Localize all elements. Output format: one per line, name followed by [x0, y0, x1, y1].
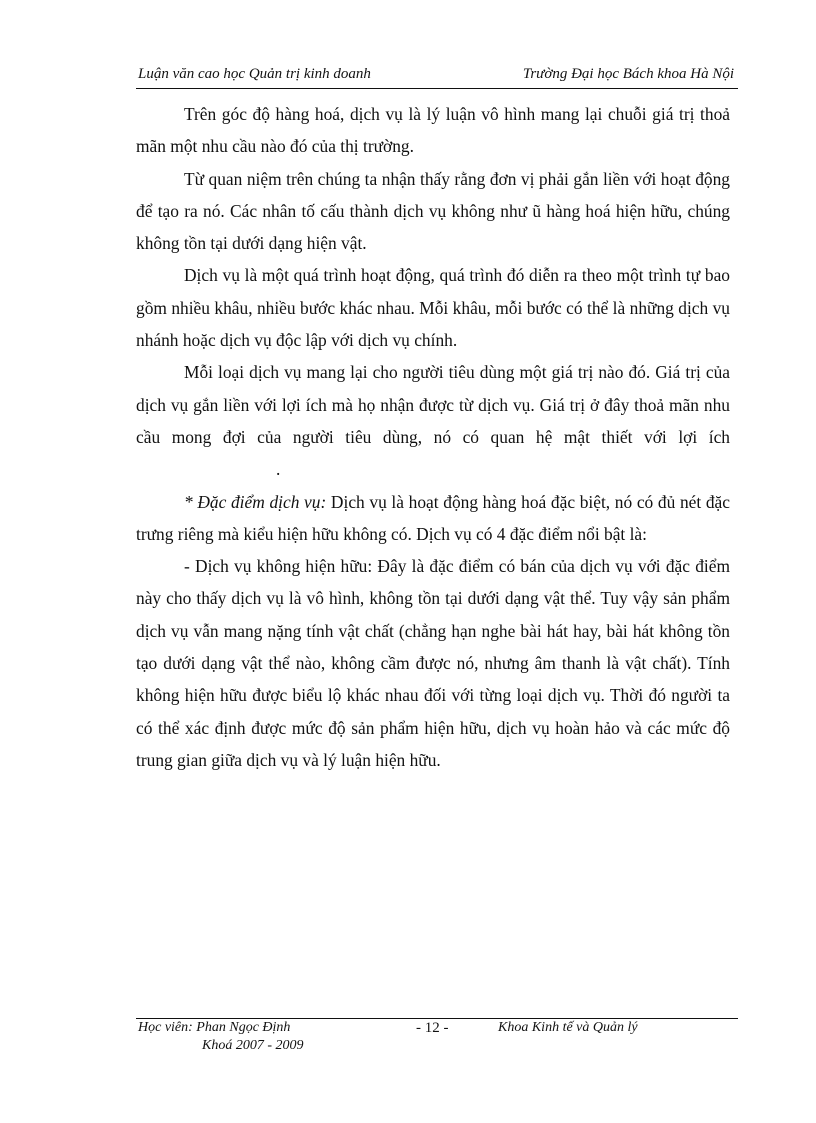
footer-student: Học viên: Phan Ngọc Định — [138, 1020, 291, 1035]
section-label-service-characteristics: * Đặc điểm dịch vụ: — [184, 491, 327, 512]
paragraph-4 — [136, 356, 730, 485]
page-header — [136, 64, 738, 89]
paragraph-6: - Dịch vụ không hiện hữu: Đây là đặc điểm có bán của dịch vụ với đặc điểm này cho thấy dịch vụ là vô hình, không tồn tại dưới dạng vật thể. Tuy vậy sản phẩm dịch vụ vẫn mang nặng tính vật chất (chẳng hạn nghe bài hát hay, bài hát không tồn tạo dưới dạng vật thể nào, không cầm được nó, nhưng âm thanh là vật chất). Tính không hiện hữu được biểu lộ khác nhau đối với từng loại dịch vụ. Thời đó người ta có thể xác định được mức độ sản phẩm hiện hữu, dịch vụ hoàn hảo và các mức độ trung gian giữa dịch vụ và lý luận hiện hữu. — [136, 556, 730, 770]
paragraph-2: Từ quan niệm trên chúng ta nhận thấy rằng đơn vị phải gắn liền với hoạt động để tạo ra nó. Các nhân tố cấu thành dịch vụ không như ũ hàng hoá hiện hữu, chúng không tồn tại dưới dạng hiện vật. — [136, 168, 730, 254]
footer-faculty: Khoa Kinh tế và Quản lý — [498, 1020, 638, 1035]
paragraph-5-text: Dịch vụ là hoạt động hàng hoá đặc biệt, nó có đủ nét đặc trưng riêng mà kiểu hiện hữu không có. Dịch vụ có 4 đặc điểm nổi bật là: — [136, 491, 730, 544]
footer-divider — [136, 1018, 738, 1019]
body-text — [136, 98, 730, 776]
paragraph-1: Trên góc độ hàng hoá, dịch vụ là lý luận vô hình mang lại chuỗi giá trị thoả mãn một nhu cầu nào đó của thị trường. — [136, 104, 730, 157]
paragraph-4-end: . — [276, 459, 281, 480]
paragraph-4-text: Mỗi loại dịch vụ mang lại cho người tiêu dùng một giá trị nào đó. Giá trị của dịch vụ gắn liền với lợi ích mà họ nhận được từ dịch vụ. Giá trị ở đây thoả mãn nhu cầu mong đợi của người tiêu dùng, nó có quan hệ mật thiết với lợi ích — [136, 362, 730, 447]
page-number: - 12 - — [416, 1020, 449, 1036]
paragraph-5 — [136, 486, 730, 551]
header-thesis-title: Luận văn cao học Quản trị kinh doanh — [138, 66, 371, 82]
paragraph-3: Dịch vụ là một quá trình hoạt động, quá trình đó diễn ra theo một trình tự bao gồm nhiều khâu, nhiều bước khác nhau. Mỗi khâu, mỗi bước có thể là những dịch vụ nhánh hoặc dịch vụ độc lập với dịch vụ chính. — [136, 265, 730, 351]
page-footer — [136, 1020, 738, 1060]
footer-course: Khoá 2007 - 2009 — [202, 1038, 304, 1053]
header-university: Trường Đại học Bách khoa Hà Nội — [522, 66, 734, 82]
